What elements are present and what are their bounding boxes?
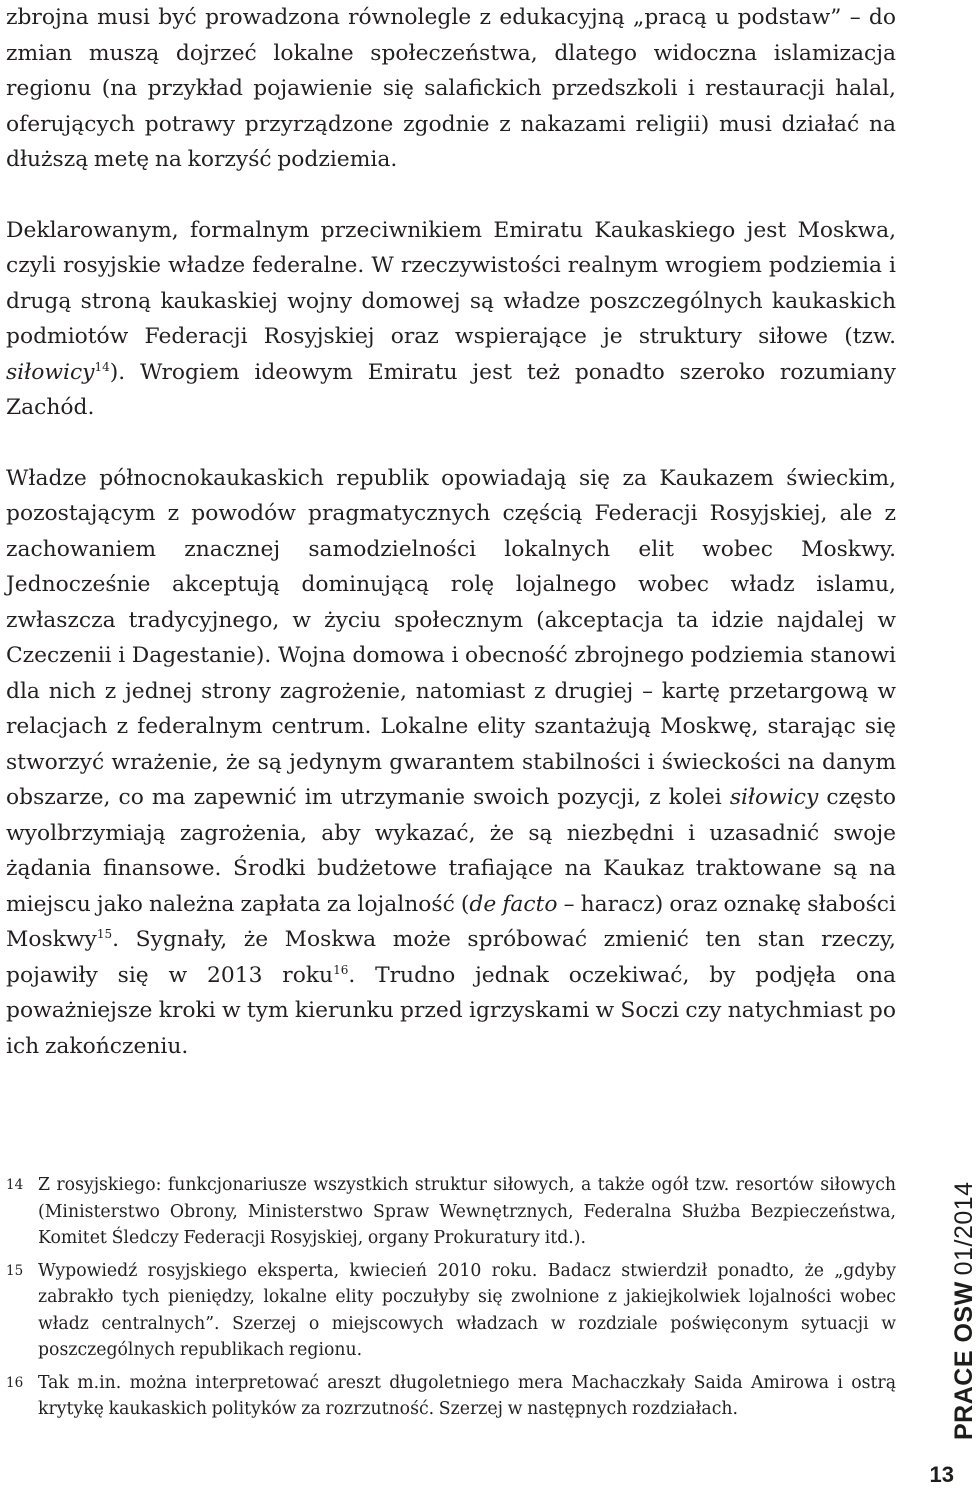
footnote-15 [6, 1258, 896, 1364]
footnote-text: Wypowiedź rosyjskiego eksperta, kwiecień 2010 roku. Badacz stwierdził ponadto, że „gdyby zabrakło tych pieniędzy, lokalne elity poczułyby się zwolnione z jakiejkolwiek lojalności wobec władz centralnych”. Szerzej o miejscowych władzach w rozdziale poświęconym sytuacji w poszczególnych republikach regionu. [38, 1260, 896, 1360]
footnote-ref-14[interactable]: 14 [94, 359, 110, 374]
paragraph-2-text-a: Deklarowanym, formalnym przeciwnikiem Emiratu Kaukaskiego jest Moskwa, czyli rosyjskie władze federalne. W rzeczywistości realnym wrogiem podziemia i drugą stroną kaukaskiej wojny domowej są władze poszczególnych kaukaskich podmiotów Federacji Rosyjskiej oraz wspierające je struktury siłowe (tzw. [6, 217, 896, 349]
paragraph-2-text-b: ). Wrogiem ideowym Emiratu jest też ponadto szeroko rozumiany Zachód. [6, 359, 896, 420]
series-brand: PRACE OSW [950, 1281, 978, 1440]
series-label [950, 1181, 979, 1440]
main-text [6, 0, 896, 1064]
footnote-14 [6, 1172, 896, 1252]
paragraph-1: zbrojna musi być prowadzona równolegle z edukacyjną „pracą u podstaw” – do zmian muszą dojrzeć lokalne społeczeństwa, dlatego widoczna islamizacja regionu (na przykład pojawienie się salafickich przedszkoli i restauracji halal, oferujących potrawy przyrządzone zgodnie z nakazami religii) musi działać na dłuższą metę na korzyść podziemia. [6, 5, 896, 172]
footnote-text: Tak m.in. można interpretować areszt długoletniego mera Machaczkały Saida Amirowa i ostrą krytykę kaukaskich polityków za rozrzutność. Szerzej w następnych rozdziałach. [38, 1372, 896, 1419]
italic-term: de facto [469, 891, 558, 917]
footnote-number: 16 [6, 1374, 24, 1391]
paragraph-3 [6, 461, 896, 1065]
paragraph-3-text-b: często wyolbrzymiają zagrożenia, aby wykazać, że są niezbędni i uzasadnić swoje żądania finansowe. Środki budżetowe trafiające na Kaukaz traktowane są na miejscu jako należna zapłata za lojalność ( [6, 785, 897, 917]
paragraph-3-text-d: . Sygnały, że Moskwa może spróbować zmienić ten stan rzeczy, pojawiły się w 2013 roku [6, 927, 896, 988]
footnote-ref-15[interactable]: 15 [96, 927, 113, 941]
paragraph-3-text-c: – haracz) oraz oznakę słabości Moskwy [6, 891, 896, 952]
paragraph-2 [6, 213, 896, 426]
footnote-text: Z rosyjskiego: funkcjonariusze wszystkich struktur siłowych, a także ogół tzw. resortów siłowych (Ministerstwo Obrony, Ministerstwo Spraw Wewnętrznych, Federalna Służba Bezpieczeństwa, Komitet Śledczy Federacji Rosyjskiej, organy Prokuratury itd.). [38, 1175, 896, 1248]
paragraph-3-text-a: Władze północnokaukaskich republik opowiadają się za Kaukazem świeckim, pozostającym z powodów pragmatycznych częścią Federacji Rosyjskiej, ale z zachowaniem znacznej samodzielności lokalnych elit wobec Moskwy. Jednocześnie akceptują dominującą rolę lojalnego wobec władz islamu, zwłaszcza tradycyjnego, w życiu społecznym (akceptacja ta idzie najdalej w Czeczenii i Dagestanie). Wojna domowa i obecność zbrojnego podziemia stanowi dla nich z jednej strony zagrożenie, natomiast z drugiej – kartę przetargową w relacjach z federalnym centrum. Lokalne elity szantażują Moskwę, starając się stworzyć wrażenie, że są jedynym gwarantem stabilności i świeckości na danym obszarze, co ma zapewnić im utrzymanie swoich pozycji, z kolei [6, 465, 896, 810]
footnote-number: 14 [6, 1177, 24, 1193]
footnote-16 [6, 1370, 896, 1423]
footnote-number: 15 [6, 1262, 24, 1279]
page-number: 13 [929, 1462, 954, 1487]
series-issue: 01/2014 [950, 1181, 978, 1276]
footnotes [6, 1172, 896, 1429]
italic-term: siłowicy [6, 359, 95, 385]
footnote-ref-16[interactable]: 16 [333, 962, 349, 977]
paragraph-3-text-e: . Trudno jednak oczekiwać, by podjęła ona poważniejsze kroki w tym kierunku przed igrzyskami w Soczi czy natychmiast po ich zakończeniu. [6, 962, 896, 1059]
italic-term: siłowicy [729, 785, 819, 810]
